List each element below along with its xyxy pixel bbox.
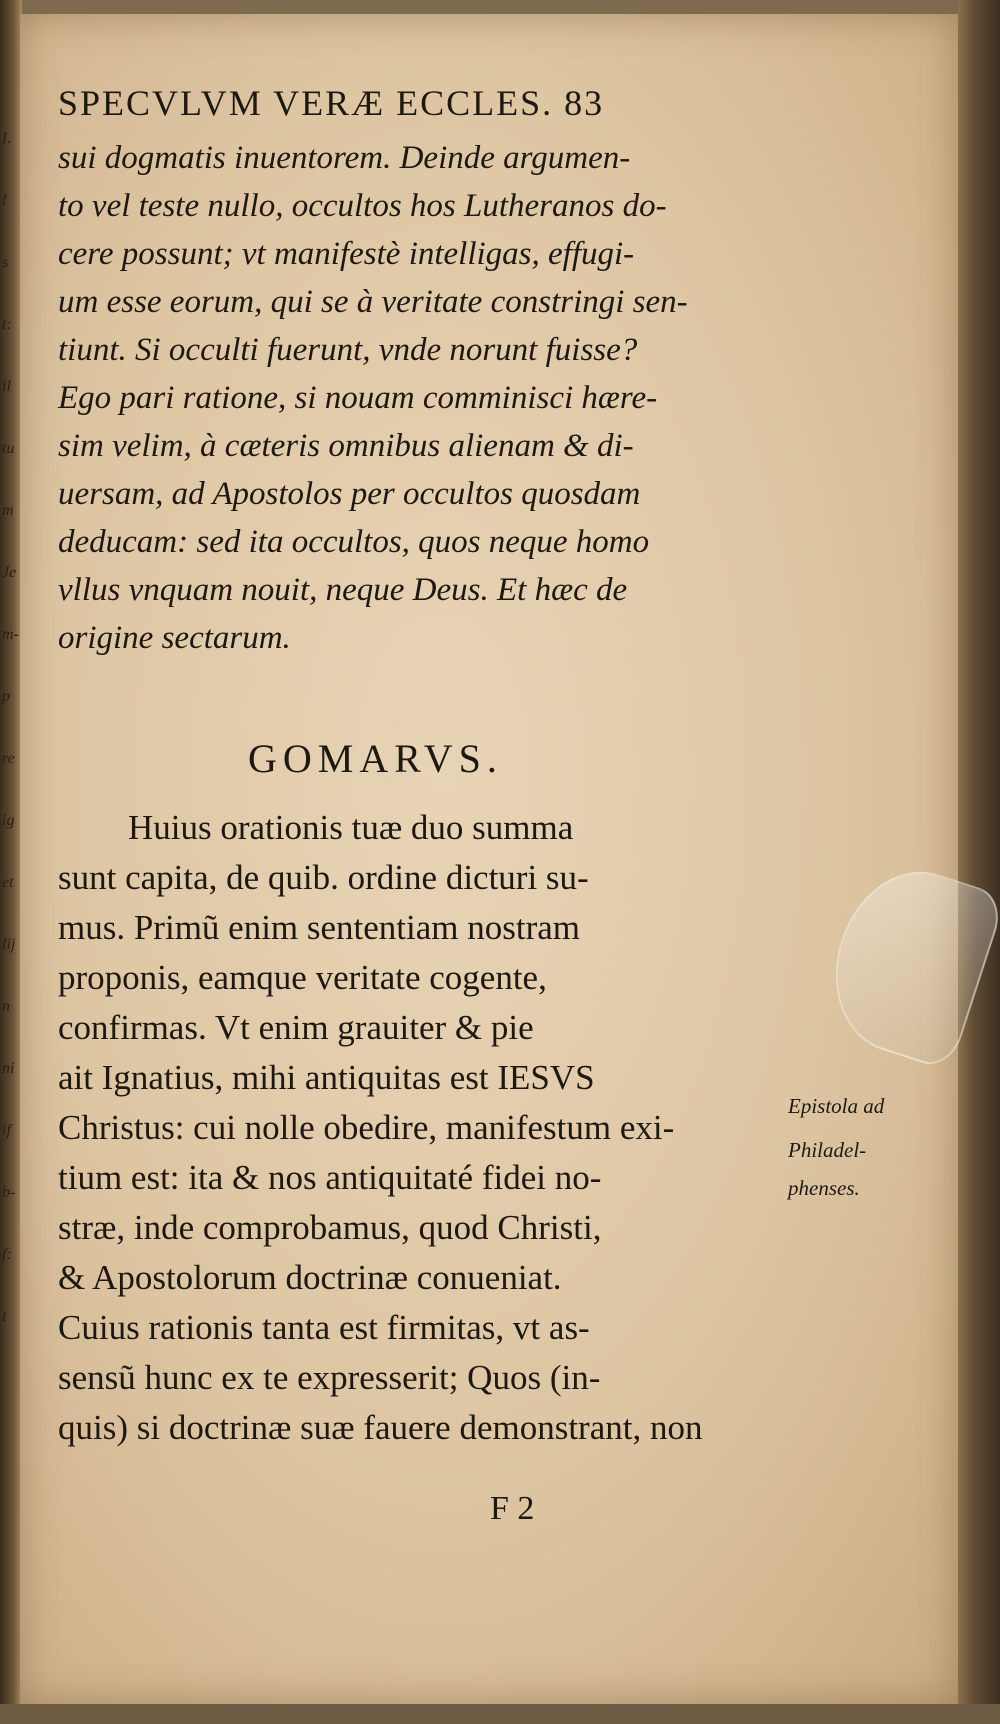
facing-page-fragment: s xyxy=(2,254,9,271)
facing-page-fragment: f: xyxy=(2,1246,12,1263)
text-line: to vel teste nullo, occultos hos Lutheranos do- xyxy=(58,188,667,224)
facing-page-fragment: n xyxy=(2,998,10,1015)
text-line: Huius orationis tuæ duo summa xyxy=(128,808,574,847)
facing-page-fragment: t: xyxy=(2,316,12,333)
text-line: Cuius rationis tanta est firmitas, vt as- xyxy=(58,1308,590,1347)
text-line: sui dogmatis inuentorem. Deinde argumen- xyxy=(58,140,631,176)
facing-page-fragment: if xyxy=(2,1122,11,1139)
facing-page-fragment: b- xyxy=(2,1184,16,1201)
margin-note-line-3: phenses. xyxy=(788,1176,860,1200)
signature-mark: F 2 xyxy=(490,1490,535,1527)
margin-note-line-1: Epistola ad xyxy=(788,1094,885,1118)
facing-page-fragment: p xyxy=(2,688,10,705)
text-line: sunt capita, de quib. ordine dicturi su- xyxy=(58,858,589,897)
facing-page-fragment: re xyxy=(2,750,15,767)
text-line: sim velim, à cæteris omnibus alienam & di- xyxy=(58,428,634,464)
text-line: tium est: ita & nos antiquitaté fidei no- xyxy=(58,1158,602,1197)
text-line: um esse eorum, qui se à veritate constringi sen- xyxy=(58,284,688,320)
text-line: tiunt. Si occulti fuerunt, vnde norunt fuisse? xyxy=(58,332,638,368)
text-line: deducam: sed ita occultos, quos neque homo xyxy=(58,524,650,560)
facing-page-fragment: il xyxy=(2,378,11,395)
text-line: vllus vnquam nouit, neque Deus. Et hæc de xyxy=(58,572,628,608)
margin-note-line-2: Philadel- xyxy=(788,1138,867,1162)
text-line: origine sectarum. xyxy=(58,620,291,656)
running-header: SPECVLVM VERÆ ECCLES. 83 xyxy=(58,83,605,123)
facing-page-fragment: tu xyxy=(2,440,15,457)
text-line: confirmas. Vt enim grauiter & pie xyxy=(58,1008,534,1047)
facing-page-fragment: l xyxy=(2,192,7,209)
page-edge-bottom xyxy=(0,1704,1000,1724)
facing-page-fragment: t xyxy=(2,1308,7,1325)
facing-page-fragment: m- xyxy=(2,626,19,643)
facing-page-fragment: m xyxy=(2,502,14,519)
text-line: uersam, ad Apostolos per occultos quosdam xyxy=(58,476,641,512)
facing-page-fragment: et xyxy=(2,874,14,891)
section-heading: GOMARVS. xyxy=(248,736,503,781)
text-line: Ego pari ratione, si nouam comminisci hære- xyxy=(58,380,658,416)
text-line: stræ, inde comprobamus, quod Christi, xyxy=(58,1208,602,1247)
text-line: ait Ignatius, mihi antiquitas est IESVS xyxy=(58,1058,595,1097)
facing-page-fragment: lij xyxy=(2,936,16,953)
text-line: sensũ hunc ex te expresserit; Quos (in- xyxy=(58,1358,601,1397)
text-line: cere possunt; vt manifestè intelligas, effugi- xyxy=(58,236,635,272)
facing-page-fragment: ig xyxy=(2,812,15,829)
text-line: Christus: cui nolle obedire, manifestum exi- xyxy=(58,1108,675,1147)
page-edge-right xyxy=(958,0,1000,1724)
text-line: quis) si doctrinæ suæ fauere demonstrant, non xyxy=(58,1408,703,1447)
facing-page-fragment: I. xyxy=(2,130,12,147)
text-line: & Apostolorum doctrinæ conueniat. xyxy=(58,1258,562,1297)
facing-page-fragment: Je xyxy=(2,564,17,581)
facing-page-fragment: ni xyxy=(2,1060,15,1077)
text-line: mus. Primũ enim sententiam nostram xyxy=(58,908,581,947)
text-line: proponis, eamque veritate cogente, xyxy=(58,958,547,997)
